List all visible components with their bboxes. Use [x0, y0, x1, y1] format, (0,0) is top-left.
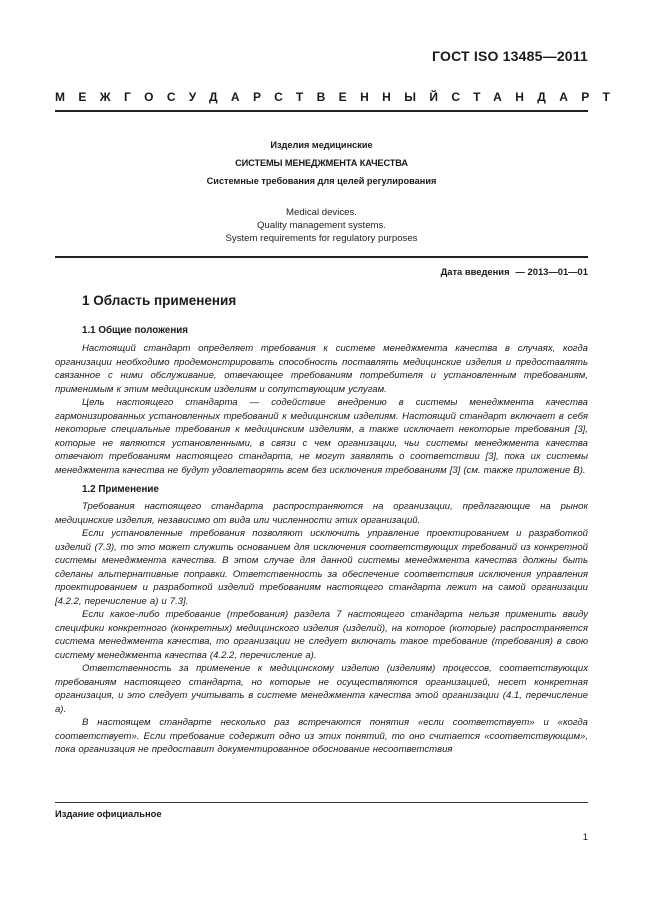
introduction-date: [441, 266, 588, 277]
section-heading: 1 Область применения: [82, 293, 237, 308]
page-number: 1: [582, 832, 588, 843]
main-content: [55, 290, 588, 757]
title-en-block: [55, 206, 588, 245]
paragraph: Ответственность за применение к медицинскому изделию (изделиям) процессов, соответствующих требованиям настоящего стандарта, но которые не осуществляются организацией, несет конкретная организация, и это следует учитывать в системе менеджмента качества этой организации (4.1, перечисление а).: [55, 663, 588, 715]
title-ru-line-3: Системные требования для целей регулирования: [206, 176, 437, 186]
subsection-heading-general: 1.1 Общие положения: [82, 325, 189, 336]
intro-date-value: — 2013—01—01: [515, 266, 588, 277]
intro-date-label: Дата введения: [440, 266, 510, 277]
title-ru-line-2: СИСТЕМЫ МЕНЕДЖМЕНТА КАЧЕСТВА: [235, 158, 408, 168]
title-en-line-1: Medical devices.: [286, 207, 357, 218]
paragraph: Настоящий стандарт определяет требования к системе менеджмента качества в случаях, когда организации необходимо продемонстрировать способность поставлять медицинские изделия и предоставлять связанное с ними обслуживание, отвечающее требованиям потребителя и установленным требованиям, применимым к этим медицинским изделиям и сопутствующим услугам.: [55, 343, 588, 395]
header-divider: [55, 110, 588, 112]
title-ru-line-1: Изделия медицинские: [270, 140, 373, 150]
paragraph: Если какое-либо требование (требования) раздела 7 настоящего стандарта нельзя применить ввиду специфики конкретного (конкретных) медицинского изделия (изделий), на которое (которые) распространяется система менеджмента качества, то организации не следует включать такое требование (требования) в свою систему менеджмента качества (4.2.2, перечисление а).: [55, 609, 588, 661]
banner-standard: СТАНДАРТ: [451, 90, 624, 104]
official-edition-label: Издание официальное: [55, 808, 162, 819]
title-en-line-3: System requirements for regulatory purposes: [225, 233, 418, 244]
banner-interstate: МЕЖГОСУДАРСТВЕННЫЙ: [55, 90, 452, 104]
document-titles: [55, 136, 588, 245]
title-en-line-2: Quality management systems.: [256, 220, 387, 231]
paragraph: В настоящем стандарте несколько раз встречаются понятия «если соответствует» и «когда соответствует». Если требование содержит одно из этих понятий, то оно считается «соответствующим», пока организация не предоставит документированное обоснование несоответствия: [55, 717, 588, 755]
footer-divider: [55, 802, 588, 803]
paragraph: Если установленные требования позволяют исключить управление проектированием и разработкой изделий (7.3), то это может служить основанием для исключения соответствующих требований из конкретной системы менеджмента качества. В этом случае для данной системы менеджмента качества должны быть сделаны альтернативные поправки. Ответственность за обеспечение соответствия исключения управления проектированием и разработкой изделий требованиям настоящего стандарта лежит на самой организации [4.2.2, перечисление а) и 7.3].: [55, 528, 588, 607]
document-code: ГОСТ ISO 13485—2011: [432, 48, 588, 64]
subsection-heading-application: 1.2 Применение: [82, 484, 159, 495]
standard-banner: [55, 90, 624, 104]
paragraph: Требования настоящего стандарта распространяются на организации, предлагающие на рынок медицинские изделия, независимо от вида или численности этих организаций.: [55, 501, 588, 526]
paragraph: Цель настоящего стандарта — содействие внедрению в системы менеджмента качества гармонизированных установленных требований к медицинским изделиям. Настоящий стандарт включает в себя некоторые специальные требования к медицинским изделиям, а также исключает некоторые требования [3], которые не являются установленными, в связи с чем организации, чьи системы менеджмента качества отвечают требованиям настоящего стандарта, не могут заявлять о соответствии [3], пока их системы менеджмента качества не будут удовлетворять всем без исключения требованиям [3] (см. также приложение В).: [55, 397, 588, 476]
title-divider: [55, 256, 588, 258]
